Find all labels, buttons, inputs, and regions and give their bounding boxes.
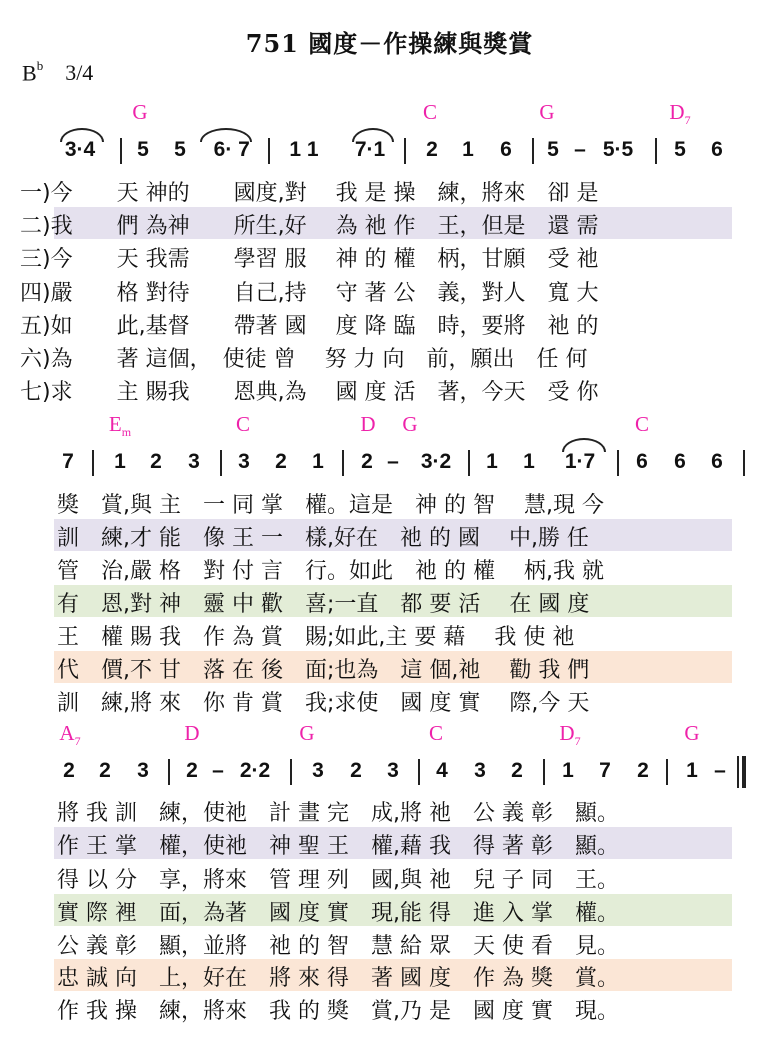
chord: C (422, 100, 438, 124)
lyric-line: 二)我 們 為神 所生,好 為 祂 作 王，但是 還 需 (20, 214, 599, 239)
lyric-line: 五)如 此,基督 帶著 國 度 降 臨 時，要將 祂 的 (20, 314, 599, 339)
note: 3·2 (420, 450, 452, 473)
key-note: B (22, 60, 37, 86)
chord: C (428, 721, 444, 745)
lyric-line: 忠 誠 向 上，好在 將 來 得 著 國 度 作 為 獎 賞。 (57, 966, 619, 991)
chord: C (634, 412, 650, 436)
bar-line (617, 450, 619, 476)
bar-line (342, 450, 344, 476)
time-signature: 3/4 (65, 60, 94, 86)
bar-line (418, 759, 420, 785)
note: 7 (599, 759, 611, 782)
note: 1 1 (289, 138, 319, 161)
note: 1 (312, 450, 324, 473)
lyric-line: 代 價,不 甘 落 在 後 面;也為 這 個,祂 勸 我 們 (57, 658, 590, 683)
note: 2 (511, 759, 523, 782)
note: 1·7 (564, 450, 596, 473)
bar-line (120, 138, 122, 164)
bar-line (737, 756, 739, 788)
note: 2 (350, 759, 362, 782)
lyric-line: 獎 賞,與 主 一 同 掌 權。這是 神 的 智 慧,現 今 (57, 493, 604, 518)
note: 6 (711, 450, 723, 473)
note: 1 (114, 450, 126, 473)
note: 3 (137, 759, 149, 782)
lyric-line: 實 際 裡 面，為著 國 度 實 現,能 得 進 入 掌 權。 (57, 901, 619, 926)
key-flat: b (36, 58, 44, 73)
chord-em: $E_m$ (108, 412, 132, 440)
note: 3·4 (64, 138, 96, 161)
note: 2 (361, 450, 373, 473)
bar-line (543, 759, 545, 785)
note: 1 (486, 450, 498, 473)
note: 6 (711, 138, 723, 161)
bar-line (92, 450, 94, 476)
bar-line (743, 450, 745, 476)
note: 7 (62, 450, 74, 473)
bar-line (532, 138, 534, 164)
lyric-line: 訓 練,將 來 你 肯 賞 我;求使 國 度 實 際,今 天 (57, 691, 590, 716)
note: 5 (674, 138, 686, 161)
note: 6 (500, 138, 512, 161)
note: 2 (637, 759, 649, 782)
note: – (714, 759, 726, 782)
note: 3 (188, 450, 200, 473)
note: 2 (426, 138, 438, 161)
lyric-line: 管 治,嚴 格 對 付 言 行。如此 祂 的 權 柄,我 就 (57, 559, 604, 584)
lyric-line: 六)為 著 這個， 使徒 曾 努 力 向 前，願出 任 何 (20, 347, 588, 372)
lyric-line: 四)嚴 格 對待 自己,持 守 著 公 義，對人 寬 大 (20, 281, 599, 306)
bar-line (655, 138, 657, 164)
note: 2 (99, 759, 111, 782)
chord-d7: $D_7$ (559, 721, 581, 749)
chord: G (684, 721, 700, 745)
note: 2·2 (239, 759, 271, 782)
hymn-title: 751 國度－作操練與獎賞 (245, 29, 534, 58)
chord: D (360, 412, 376, 436)
note: 2 (186, 759, 198, 782)
chord-d7: $D_7$ (669, 100, 691, 128)
bar-line (404, 138, 406, 164)
chord: C (235, 412, 251, 436)
lyric-line: 作 王 掌 權，使祂 神 聖 王 權,藉 我 得 著 彰 顯。 (57, 834, 619, 859)
note: 1 (523, 450, 535, 473)
lyric-line: 王 權 賜 我 作 為 賞 賜;如此,主 要 藉 我 使 祂 (57, 625, 575, 650)
note: 3 (474, 759, 486, 782)
lyric-line: 得 以 分 享，將來 管 理 列 國,與 祂 兒 子 同 王。 (57, 868, 619, 893)
note: 3 (387, 759, 399, 782)
note: 2 (150, 450, 162, 473)
final-bar-line (742, 756, 746, 788)
bar-line (468, 450, 470, 476)
bar-line (220, 450, 222, 476)
note: 6 (674, 450, 686, 473)
note: 2 (63, 759, 75, 782)
note: 5 (547, 138, 559, 161)
key-signature (22, 60, 93, 86)
note: 7 (238, 138, 250, 161)
lyric-line: 公 義 彰 顯，並將 祂 的 智 慧 給 眾 天 使 看 見。 (57, 934, 619, 959)
note: 6 (636, 450, 648, 473)
chord: G (539, 100, 555, 124)
bar-line (168, 759, 170, 785)
chord: G (299, 721, 315, 745)
chord: D (184, 721, 200, 745)
note: 3 (238, 450, 250, 473)
note: 5·5 (602, 138, 634, 161)
lyric-line: 七)求 主 賜我 恩典,為 國 度 活 著，今天 受 你 (20, 380, 599, 405)
note: 1 (462, 138, 474, 161)
bar-line (290, 759, 292, 785)
lyric-line: 訓 練,才 能 像 王 一 樣,好在 祂 的 國 中,勝 任 (57, 526, 589, 551)
bar-line (268, 138, 270, 164)
note: 1 (562, 759, 574, 782)
chord: G (132, 100, 148, 124)
note: 5 (174, 138, 186, 161)
note: – (387, 450, 399, 473)
note: 7·1 (354, 138, 386, 161)
lyric-line: 一)今 天 神的 國度,對 我 是 操 練，將來 卻 是 (20, 181, 599, 206)
note: 4 (436, 759, 448, 782)
lyric-line: 將 我 訓 練，使祂 計 畫 完 成,將 祂 公 義 彰 顯。 (57, 801, 619, 826)
note: – (212, 759, 224, 782)
note: 6· (213, 138, 233, 161)
note: 2 (275, 450, 287, 473)
bar-line (666, 759, 668, 785)
chord: G (402, 412, 418, 436)
note: 1 (686, 759, 698, 782)
note: – (574, 138, 586, 161)
note: 5 (137, 138, 149, 161)
lyric-line: 作 我 操 練，將來 我 的 獎 賞,乃 是 國 度 實 現。 (57, 999, 619, 1024)
lyric-line: 三)今 天 我需 學習 服 神 的 權 柄，甘願 受 祂 (20, 247, 599, 272)
chord-a7: $A_7$ (59, 721, 81, 749)
lyric-line: 有 恩,對 神 靈 中 歡 喜;一直 都 要 活 在 國 度 (57, 592, 590, 617)
note: 3 (312, 759, 324, 782)
